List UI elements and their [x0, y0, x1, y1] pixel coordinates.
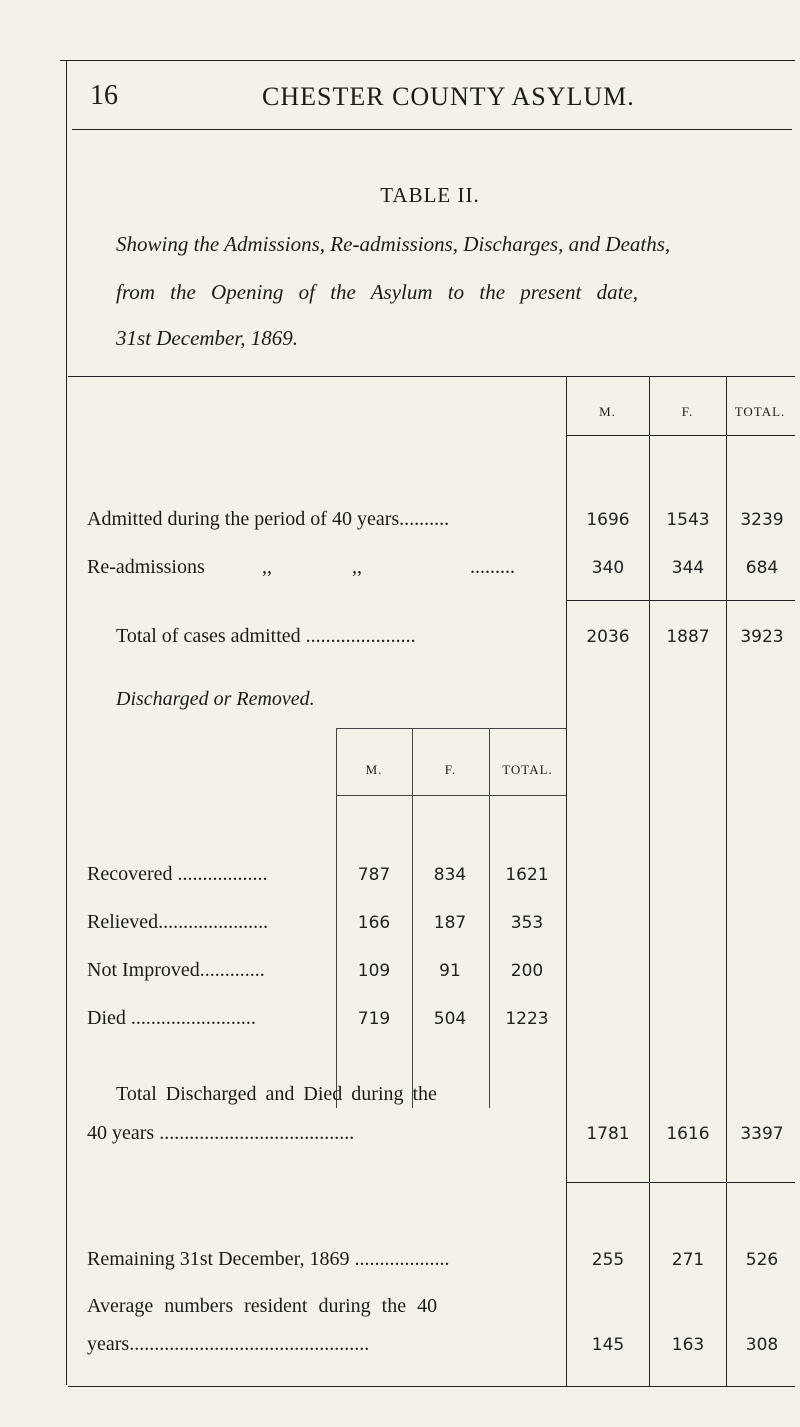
total-discharged-m: 1781 — [586, 1124, 630, 1144]
caption-line-3: 31st December, 1869. — [116, 326, 298, 350]
remaining-label: Remaining 31st December, 1869 ................... — [87, 1248, 450, 1270]
sub-row-relieved-label: Relieved...................... — [87, 911, 269, 933]
table-top-rule — [68, 376, 795, 377]
sub-row-recovered-label: Recovered .................. — [87, 863, 268, 885]
sub-row-not-improved-m: 109 — [357, 961, 391, 981]
col-header-m: M. — [599, 404, 616, 419]
remaining-f: 271 — [671, 1250, 705, 1270]
subtotal-rule — [566, 600, 795, 601]
average-label-2: years................................................ — [87, 1333, 370, 1355]
sub-col-header-m: M. — [365, 762, 383, 777]
remaining-m: 255 — [591, 1250, 625, 1270]
sub-row-died-label: Died ......................... — [87, 1007, 256, 1029]
sub-row-relieved-f: 187 — [433, 913, 467, 933]
average-label-1: Average numbers resident during the 40 — [87, 1295, 438, 1317]
table-title: TABLE II. — [380, 183, 480, 207]
sub-col-header-total: TOTAL. — [502, 762, 553, 777]
header-bottom-rule — [72, 129, 792, 130]
sub-row-recovered-total: 1621 — [505, 865, 549, 885]
page-left-rule — [66, 60, 67, 1385]
total-discharged-total: 3397 — [740, 1124, 784, 1144]
col-header-f: F. — [681, 404, 694, 419]
total-discharged-f: 1616 — [666, 1124, 710, 1144]
total-discharged-label-2: 40 years ....................................... — [87, 1122, 355, 1144]
admitted-f: 1543 — [666, 510, 710, 530]
subtable-header-rule — [336, 795, 566, 796]
readmissions-total: 684 — [745, 558, 779, 578]
sub-row-recovered-m: 787 — [357, 865, 391, 885]
running-title: CHESTER COUNTY ASYLUM. — [262, 82, 635, 111]
sub-row-not-improved-label: Not Improved............. — [87, 959, 265, 981]
caption-line-2: from the Opening of the Asylum to the present date, — [116, 280, 638, 304]
subtable-top-rule — [336, 728, 566, 729]
total-admitted-f: 1887 — [666, 627, 710, 647]
readmissions-ditto-1: ,, — [262, 556, 272, 578]
header-row-rule — [566, 435, 795, 436]
average-total: 308 — [745, 1335, 779, 1355]
caption-line-1: Showing the Admissions, Re-admissions, Discharges, and Deaths, — [116, 232, 671, 256]
sub-row-not-improved-f: 91 — [439, 961, 461, 981]
page-number: 16 — [90, 80, 118, 111]
sub-row-recovered-f: 834 — [433, 865, 467, 885]
header-top-rule — [60, 60, 795, 61]
admitted-m: 1696 — [586, 510, 630, 530]
sub-row-died-total: 1223 — [505, 1009, 549, 1029]
sub-row-not-improved-total: 200 — [510, 961, 544, 981]
total-admitted-label: Total of cases admitted ...................... — [116, 625, 416, 647]
sub-row-died-f: 504 — [433, 1009, 467, 1029]
table-bottom-rule — [68, 1386, 795, 1387]
total-discharged-label-1: Total Discharged and Died during the — [116, 1083, 437, 1105]
total-admitted-m: 2036 — [586, 627, 630, 647]
sub-row-died-m: 719 — [357, 1009, 391, 1029]
readmissions-m: 340 — [591, 558, 625, 578]
col-header-total: TOTAL. — [734, 404, 786, 419]
admitted-label: Admitted during the period of 40 years.......... — [87, 508, 450, 530]
sub-col-header-f: F. — [444, 762, 457, 777]
total-admitted-total: 3923 — [740, 627, 784, 647]
remaining-total: 526 — [745, 1250, 779, 1270]
average-m: 145 — [591, 1335, 625, 1355]
sub-row-relieved-m: 166 — [357, 913, 391, 933]
admitted-total: 3239 — [740, 510, 784, 530]
average-f: 163 — [671, 1335, 705, 1355]
readmissions-label: Re-admissions — [87, 556, 205, 578]
readmissions-f: 344 — [671, 558, 705, 578]
sub-row-relieved-total: 353 — [510, 913, 544, 933]
readmissions-dots: ......... — [470, 556, 515, 578]
readmissions-ditto-2: ,, — [352, 556, 362, 578]
remaining-top-rule — [566, 1182, 795, 1183]
discharged-heading: Discharged or Removed. — [116, 688, 315, 710]
